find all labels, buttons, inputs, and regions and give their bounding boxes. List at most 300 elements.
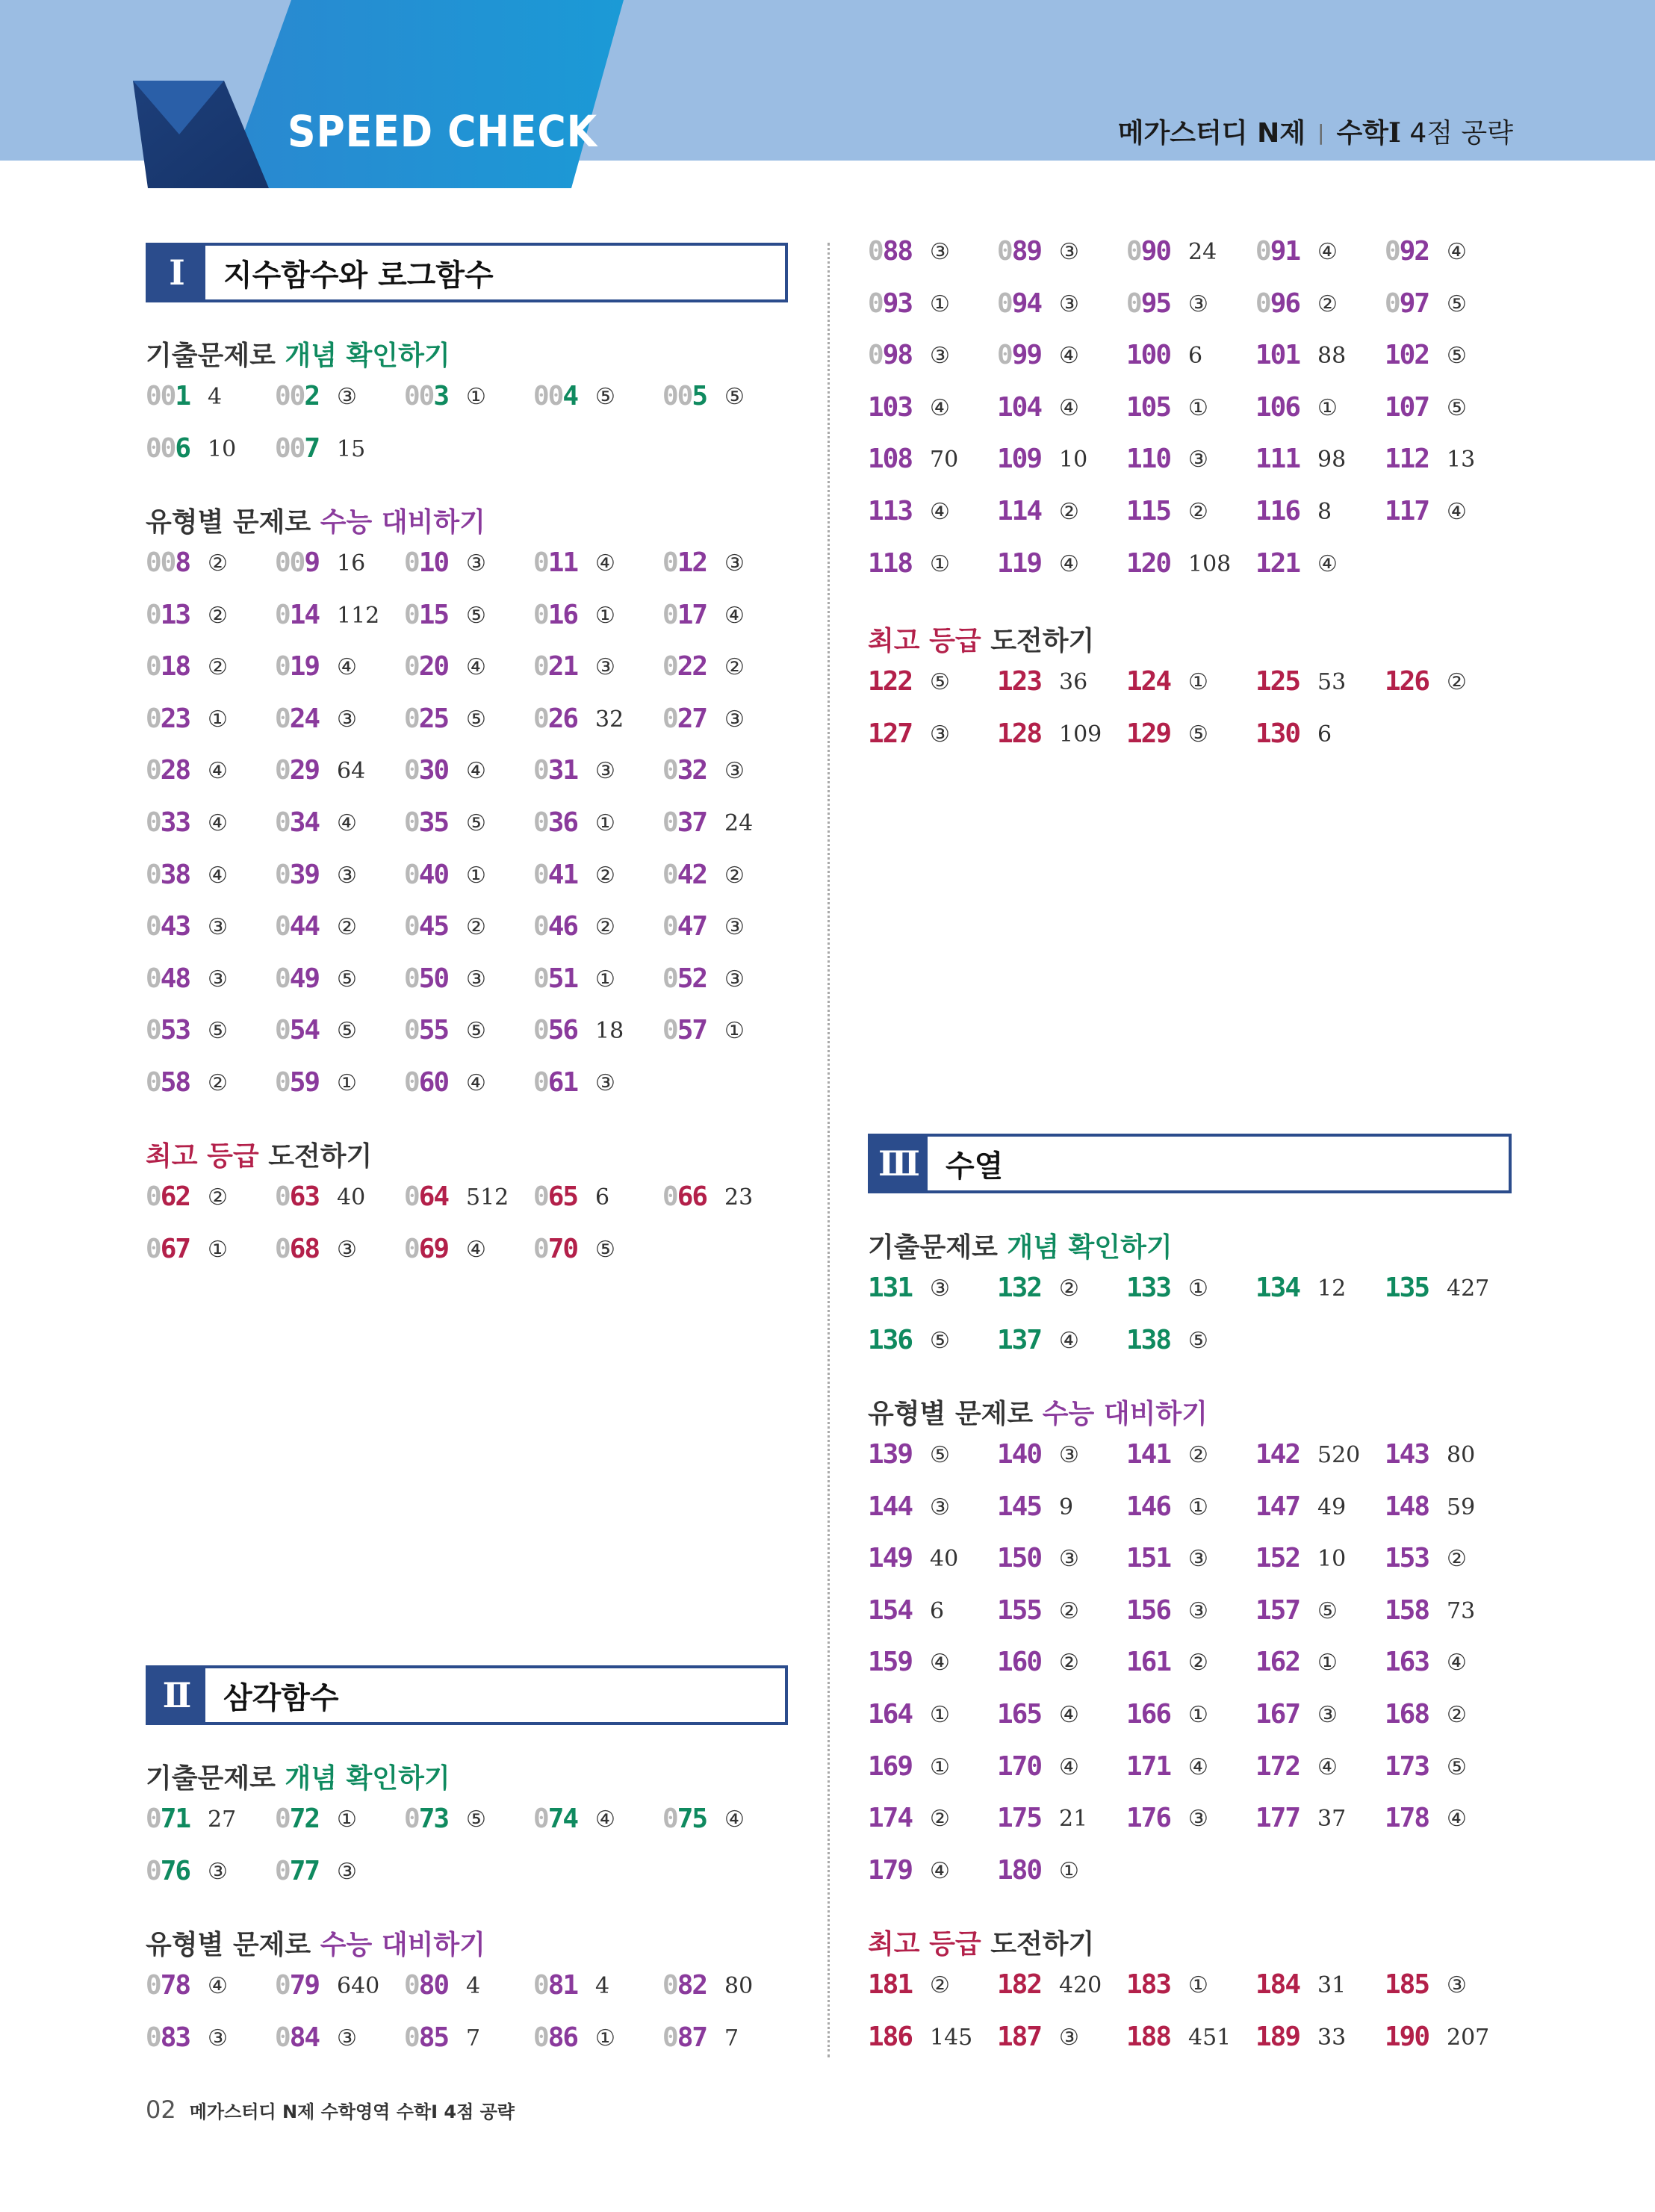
problem-number: 119: [997, 547, 1042, 579]
answer-item-150: [997, 1543, 1079, 1580]
answer-item-140: [997, 1439, 1079, 1476]
answer-item-090: [1126, 236, 1217, 273]
answer-value: ④: [466, 1236, 486, 1263]
problem-number: 038: [146, 859, 190, 890]
answer-value: 8: [1317, 499, 1332, 525]
answer-value: ②: [1059, 499, 1079, 525]
problem-number: 073: [404, 1804, 449, 1834]
problem-number: 031: [533, 755, 578, 786]
answer-item-096: [1255, 288, 1338, 326]
problem-number: 022: [662, 651, 707, 683]
answer-item-023: [146, 703, 228, 741]
problem-number: 069: [404, 1233, 449, 1264]
problem-number: 120: [1126, 547, 1171, 579]
answer-value: ①: [466, 384, 486, 410]
answer-item-089: [997, 236, 1079, 273]
problem-number: 173: [1385, 1750, 1429, 1782]
answer-item-181: [868, 1969, 950, 2007]
answer-item-036: [533, 807, 615, 845]
answer-value: ①: [208, 1236, 228, 1263]
problem-number: 041: [533, 859, 578, 890]
answer-item-064: [404, 1181, 509, 1219]
answer-item-101: [1255, 340, 1347, 377]
page-number: 02: [146, 2096, 176, 2124]
answer-value: 6: [930, 1597, 945, 1624]
answer-value: ③: [337, 2025, 357, 2051]
problem-number: 026: [533, 703, 578, 734]
answer-value: ③: [930, 239, 950, 265]
answer-value: ④: [724, 602, 745, 629]
problem-number: 105: [1126, 391, 1171, 423]
answer-value: ④: [208, 862, 228, 889]
answer-value: 6: [1317, 721, 1332, 748]
problem-number: 021: [533, 651, 578, 683]
problem-number: 080: [404, 1970, 449, 2001]
answer-value: 13: [1447, 447, 1476, 473]
answer-item-072: [275, 1804, 357, 1841]
answer-item-085: [404, 2022, 481, 2060]
answer-item-151: [1126, 1543, 1208, 1580]
answer-value: ③: [930, 343, 950, 370]
answer-value: 40: [930, 1546, 959, 1573]
answer-value: ③: [466, 966, 486, 992]
answer-value: ②: [1188, 1442, 1208, 1468]
answer-item-137: [997, 1324, 1079, 1362]
problem-number: 137: [997, 1324, 1042, 1355]
answer-item-010: [404, 547, 486, 585]
answer-item-131: [868, 1273, 950, 1310]
answer-item-034: [275, 807, 357, 845]
answer-value: 145: [930, 2024, 973, 2051]
answer-item-042: [662, 859, 745, 897]
problem-number: 107: [1385, 391, 1429, 423]
answer-item-116: [1255, 496, 1332, 533]
answer-item-187: [997, 2021, 1079, 2059]
answer-item-094: [997, 288, 1079, 326]
answer-item-097: [1385, 288, 1467, 326]
problem-number: 059: [275, 1067, 320, 1098]
problem-number: 049: [275, 963, 320, 994]
answer-item-171: [1126, 1750, 1208, 1789]
answer-item-071: [146, 1804, 237, 1841]
problem-number: 081: [533, 1970, 578, 2001]
answer-item-098: [868, 340, 950, 377]
answer-item-180: [997, 1854, 1079, 1892]
section-heading-type: 유형별 문제로 수능 대비하기: [146, 507, 485, 538]
answer-value: ①: [337, 1806, 357, 1833]
answer-value: ①: [595, 810, 615, 836]
answer-item-022: [662, 651, 745, 689]
answer-item-118: [868, 547, 950, 585]
answer-value: 420: [1059, 1972, 1102, 1998]
answer-item-074: [533, 1804, 615, 1841]
answer-value: ⑤: [337, 966, 357, 992]
answer-item-104: [997, 391, 1079, 429]
answer-item-052: [662, 963, 745, 1001]
answer-value: ③: [337, 862, 357, 889]
problem-number: 140: [997, 1439, 1042, 1470]
answer-value: ⑤: [466, 1806, 486, 1833]
problem-number: 042: [662, 859, 707, 890]
answer-item-059: [275, 1067, 357, 1105]
answer-item-154: [868, 1594, 945, 1632]
problem-number: 077: [275, 1855, 320, 1886]
problem-number: 035: [404, 807, 449, 838]
answer-item-176: [1126, 1803, 1208, 1840]
problem-number: 182: [997, 1969, 1042, 2000]
answer-value: ③: [595, 1070, 615, 1096]
answer-value: ④: [1059, 550, 1079, 577]
problem-number: 004: [533, 381, 578, 411]
answer-value: 21: [1059, 1806, 1088, 1833]
problem-number: 087: [662, 2022, 707, 2053]
answer-value: 16: [337, 550, 366, 577]
answer-value: ①: [724, 1018, 745, 1045]
answer-value: ④: [595, 550, 615, 577]
answer-value: ②: [1447, 669, 1467, 695]
problem-number: 149: [868, 1543, 913, 1574]
answer-value: ④: [1447, 499, 1467, 525]
problem-number: 139: [868, 1439, 913, 1470]
answer-value: ④: [466, 1070, 486, 1096]
answer-value: 80: [724, 1973, 754, 1999]
answer-value: ①: [1188, 1276, 1208, 1302]
problem-number: 099: [997, 340, 1042, 371]
answer-value: 6: [1188, 343, 1203, 370]
answer-value: ⑤: [930, 669, 950, 695]
answer-item-134: [1255, 1273, 1347, 1310]
answer-value: ⑤: [466, 810, 486, 836]
answer-value: ①: [930, 291, 950, 317]
problem-number: 052: [662, 963, 707, 994]
answer-item-012: [662, 547, 745, 585]
answer-item-168: [1385, 1699, 1467, 1736]
answer-value: ③: [724, 966, 745, 992]
answer-item-178: [1385, 1803, 1467, 1840]
answer-value: ④: [930, 394, 950, 421]
problem-number: 089: [997, 236, 1042, 267]
answer-item-109: [997, 444, 1088, 481]
problem-number: 159: [868, 1647, 913, 1678]
answer-value: 31: [1317, 1972, 1347, 1998]
answer-item-142: [1255, 1439, 1361, 1476]
answer-item-161: [1126, 1647, 1208, 1684]
answer-value: ③: [724, 758, 745, 785]
answer-value: ④: [1059, 1327, 1079, 1354]
answer-item-162: [1255, 1647, 1338, 1684]
answer-item-058: [146, 1067, 228, 1105]
problem-number: 134: [1255, 1273, 1300, 1303]
problem-number: 068: [275, 1233, 320, 1264]
answer-value: ③: [724, 550, 745, 577]
answer-value: ⑤: [1188, 1327, 1208, 1354]
answer-item-045: [404, 911, 486, 948]
problem-number: 008: [146, 547, 190, 578]
answer-item-037: [662, 807, 754, 845]
answer-item-030: [404, 755, 486, 792]
answer-item-149: [868, 1543, 959, 1580]
answer-value: ④: [724, 1806, 745, 1833]
problem-number: 063: [275, 1181, 320, 1212]
problem-number: 014: [275, 599, 320, 630]
answer-item-068: [275, 1233, 357, 1271]
problem-number: 135: [1385, 1273, 1429, 1303]
answer-item-124: [1126, 666, 1208, 703]
answer-item-009: [275, 547, 366, 585]
answer-item-032: [662, 755, 745, 792]
answer-value: ①: [595, 602, 615, 629]
answer-value: ②: [724, 654, 745, 681]
answer-item-006: [146, 432, 237, 470]
problem-number: 186: [868, 2021, 913, 2052]
answer-item-065: [533, 1181, 610, 1219]
answer-item-188: [1126, 2021, 1232, 2059]
answer-value: 512: [466, 1184, 509, 1211]
problem-number: 002: [275, 381, 320, 411]
answer-item-175: [997, 1803, 1088, 1840]
answer-value: ⑤: [595, 384, 615, 410]
answer-item-138: [1126, 1324, 1208, 1362]
problem-number: 070: [533, 1233, 578, 1264]
answer-value: ②: [1188, 1650, 1208, 1677]
answer-item-173: [1385, 1750, 1467, 1789]
answer-value: ⑤: [1317, 1597, 1338, 1624]
answer-value: ⑤: [1447, 394, 1467, 421]
answer-item-056: [533, 1015, 624, 1052]
answer-item-027: [662, 703, 745, 741]
problem-number: 184: [1255, 1969, 1300, 2000]
answer-value: ④: [930, 1650, 950, 1677]
answer-item-080: [404, 1970, 481, 2007]
problem-number: 005: [662, 381, 707, 411]
answer-value: ③: [1059, 2024, 1079, 2051]
problem-number: 009: [275, 547, 320, 578]
problem-number: 158: [1385, 1594, 1429, 1626]
answer-value: ①: [930, 550, 950, 577]
problem-number: 108: [868, 444, 913, 475]
answer-value: ①: [1188, 394, 1208, 421]
answer-item-129: [1126, 718, 1208, 756]
problem-number: 132: [997, 1273, 1042, 1303]
problem-number: 142: [1255, 1439, 1300, 1470]
chapter-1-header: [146, 243, 788, 302]
chapter-3-header: [868, 1134, 1512, 1193]
problem-number: 011: [533, 547, 578, 578]
chapter-3-numeral: Ⅲ: [871, 1137, 928, 1190]
answer-value: 33: [1317, 2024, 1347, 2051]
answer-item-019: [275, 651, 357, 689]
answer-value: ③: [208, 1858, 228, 1885]
problem-number: 019: [275, 651, 320, 683]
answer-value: ⑤: [466, 706, 486, 733]
problem-number: 172: [1255, 1750, 1300, 1782]
answer-value: ①: [466, 862, 486, 889]
problem-number: 111: [1255, 444, 1300, 475]
answer-value: 427: [1447, 1276, 1490, 1302]
problem-number: 155: [997, 1594, 1042, 1626]
answer-item-028: [146, 755, 228, 792]
answer-value: ③: [1188, 1806, 1208, 1833]
answer-value: ④: [208, 810, 228, 836]
answer-item-060: [404, 1067, 486, 1105]
answer-value: ④: [1447, 239, 1467, 265]
answer-item-183: [1126, 1969, 1208, 2007]
answer-item-062: [146, 1181, 228, 1219]
header-subtitle: 4점 공략: [1409, 118, 1513, 149]
problem-number: 189: [1255, 2021, 1300, 2052]
answer-value: ②: [208, 654, 228, 681]
answer-value: 7: [466, 2025, 481, 2051]
answer-value: ④: [1317, 239, 1338, 265]
answer-item-025: [404, 703, 486, 741]
answer-item-099: [997, 340, 1079, 377]
problem-number: 060: [404, 1067, 449, 1098]
answer-item-043: [146, 911, 228, 948]
problem-number: 129: [1126, 718, 1171, 749]
problem-number: 024: [275, 703, 320, 734]
problem-number: 003: [404, 381, 449, 411]
problem-number: 144: [868, 1491, 913, 1522]
answer-item-014: [275, 599, 380, 637]
problem-number: 085: [404, 2022, 449, 2053]
problem-number: 150: [997, 1543, 1042, 1574]
answer-item-121: [1255, 547, 1338, 585]
answer-value: ④: [930, 1857, 950, 1884]
problem-number: 043: [146, 911, 190, 942]
answer-item-077: [275, 1855, 357, 1893]
problem-number: 023: [146, 703, 190, 734]
answer-item-106: [1255, 391, 1338, 429]
answer-value: ③: [337, 1236, 357, 1263]
problem-number: 067: [146, 1233, 190, 1264]
problem-number: 075: [662, 1804, 707, 1834]
answer-item-158: [1385, 1594, 1476, 1632]
answer-item-082: [662, 1970, 754, 2007]
answer-value: 15: [337, 435, 366, 462]
problem-number: 106: [1255, 391, 1300, 423]
section-heading-concept: 기출문제로 개념 확인하기: [146, 1763, 450, 1794]
answer-value: ①: [930, 1753, 950, 1780]
header-book-title: [1118, 112, 1513, 150]
problem-number: 122: [868, 666, 913, 697]
answer-value: 112: [337, 602, 380, 629]
problem-number: 125: [1255, 666, 1300, 697]
answer-value: 64: [337, 758, 366, 785]
problem-number: 165: [997, 1699, 1042, 1730]
answer-item-075: [662, 1804, 745, 1841]
answer-value: 108: [1188, 550, 1232, 577]
answer-item-057: [662, 1015, 745, 1052]
answer-item-066: [662, 1181, 754, 1219]
answer-item-063: [275, 1181, 366, 1219]
problem-number: 188: [1126, 2021, 1171, 2052]
problem-number: 161: [1126, 1647, 1171, 1678]
answer-item-020: [404, 651, 486, 689]
answer-item-156: [1126, 1594, 1208, 1632]
answer-item-166: [1126, 1699, 1208, 1736]
problem-number: 169: [868, 1750, 913, 1782]
answer-item-002: [275, 381, 357, 418]
answer-item-084: [275, 2022, 357, 2060]
problem-number: 037: [662, 807, 707, 838]
problem-number: 177: [1255, 1803, 1300, 1834]
answer-value: 18: [595, 1018, 624, 1045]
answer-value: 24: [724, 810, 754, 836]
answer-item-067: [146, 1233, 228, 1271]
answer-value: ①: [1188, 1702, 1208, 1728]
problem-number: 162: [1255, 1647, 1300, 1678]
problem-number: 136: [868, 1324, 913, 1355]
answer-value: 37: [1317, 1806, 1347, 1833]
problem-number: 032: [662, 755, 707, 786]
problem-number: 168: [1385, 1699, 1429, 1730]
answer-value: ⑤: [208, 1018, 228, 1045]
answer-value: ②: [1447, 1702, 1467, 1728]
section-heading-concept: 기출문제로 개념 확인하기: [146, 341, 450, 371]
problem-number: 055: [404, 1015, 449, 1046]
problem-number: 090: [1126, 236, 1171, 267]
answer-item-049: [275, 963, 357, 1001]
problem-number: 123: [997, 666, 1042, 697]
answer-item-130: [1255, 718, 1332, 756]
answer-value: ②: [208, 1184, 228, 1211]
problem-number: 044: [275, 911, 320, 942]
answer-item-170: [997, 1750, 1079, 1789]
answer-item-078: [146, 1970, 228, 2007]
problem-number: 061: [533, 1067, 578, 1098]
problem-number: 151: [1126, 1543, 1171, 1574]
problem-number: 170: [997, 1750, 1042, 1782]
problem-number: 066: [662, 1181, 707, 1212]
answer-item-015: [404, 599, 486, 637]
answer-value: ④: [1447, 1650, 1467, 1677]
answer-value: ②: [1059, 1276, 1079, 1302]
answer-value: 88: [1317, 343, 1347, 370]
answer-value: 12: [1317, 1276, 1347, 1302]
answer-item-136: [868, 1324, 950, 1362]
answer-item-108: [868, 444, 959, 481]
answer-item-169: [868, 1750, 950, 1789]
section-heading-type: 유형별 문제로 수능 대비하기: [868, 1399, 1208, 1429]
problem-number: 040: [404, 859, 449, 890]
answer-value: ③: [724, 914, 745, 941]
answer-value: ⑤: [930, 1327, 950, 1354]
answer-value: ③: [930, 1276, 950, 1302]
answer-item-079: [275, 1970, 380, 2007]
header-separator: |: [1317, 120, 1325, 145]
header-subject: 수학Ⅰ: [1336, 117, 1401, 149]
answer-value: 40: [337, 1184, 366, 1211]
section-heading-top: 최고 등급 도전하기: [868, 626, 1095, 656]
problem-number: 131: [868, 1273, 913, 1303]
problem-number: 010: [404, 547, 449, 578]
problem-number: 114: [997, 496, 1042, 526]
answer-item-102: [1385, 340, 1467, 377]
chapter-2-title: 삼각함수: [223, 1680, 339, 1715]
problem-number: 048: [146, 963, 190, 994]
problem-number: 039: [275, 859, 320, 890]
answer-item-120: [1126, 547, 1232, 585]
answer-item-148: [1385, 1491, 1476, 1529]
answer-value: 32: [595, 706, 624, 733]
answer-item-069: [404, 1233, 486, 1271]
answer-value: ③: [1188, 1597, 1208, 1624]
problem-number: 148: [1385, 1491, 1429, 1522]
problem-number: 058: [146, 1067, 190, 1098]
answer-item-100: [1126, 340, 1203, 377]
answer-value: ④: [930, 499, 950, 525]
answer-value: 640: [337, 1973, 380, 1999]
